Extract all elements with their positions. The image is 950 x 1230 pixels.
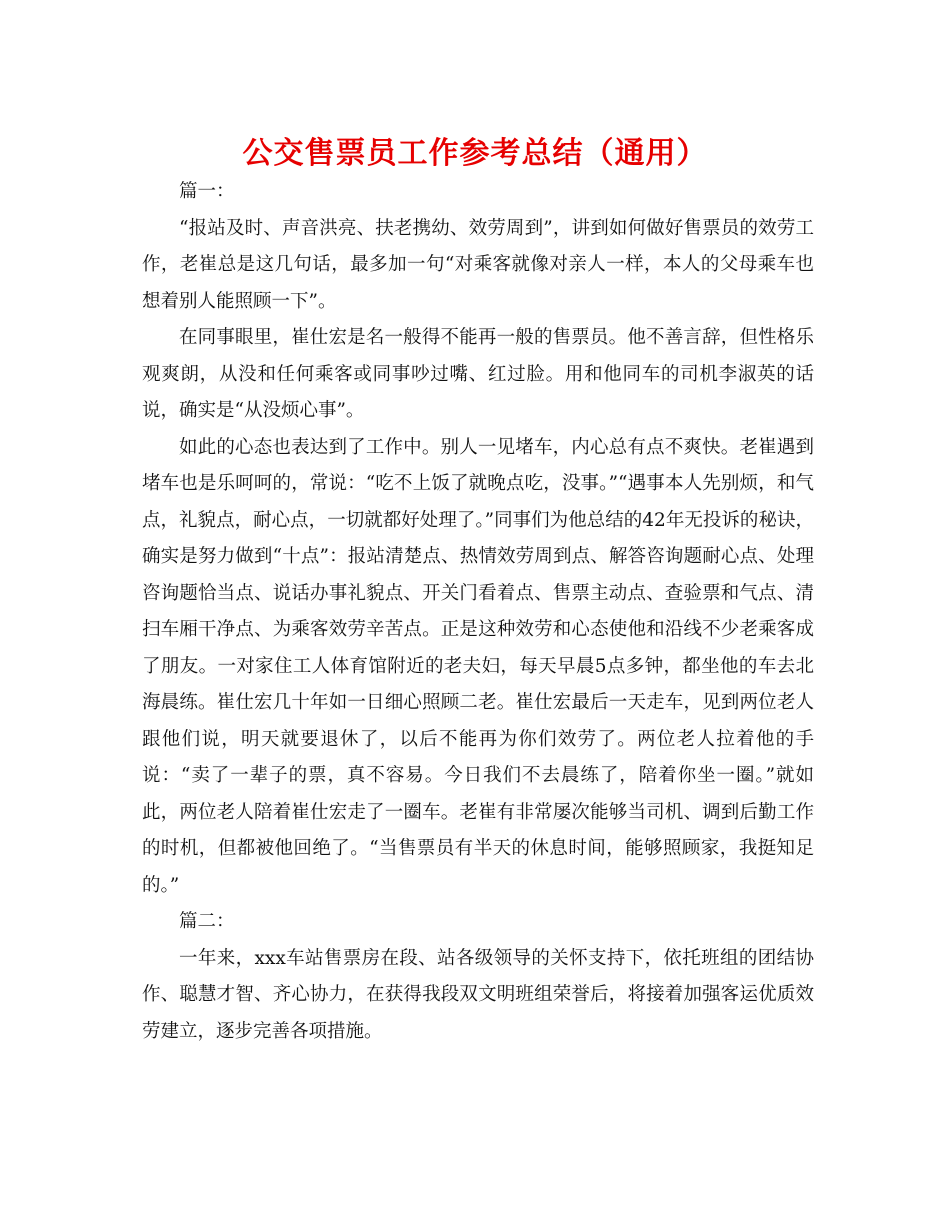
section-heading-1: 篇一： <box>179 181 235 202</box>
paragraph: 如此的心态也表达到了工作中。别人一见堵车，内心总有点不爽快。老崔遇到堵车也是乐呵呵的，常说：“吃不上饭了就晚点吃，没事。”“遇事本人先别烦，和气点，礼貌点，耐心点，一切就都好处理了。”同事们为他总结的42年无投诉的秘诀，确实是努力做到“十点”：报站清楚点、热情效劳周到点、解答咨询题耐心点、处理咨询题恰当点、说话办事礼貌点、开关门看着点、售票主动点、查验票和气点、清扫车厢干净点、为乘客效劳辛苦点。正是这种效劳和心态使他和沿线不少老乘客成了朋友。一对家住工人体育馆附近的老夫妇，每天早晨5点多钟，都坐他的车去北海晨练。崔仕宏几十年如一日细心照顾二老。崔仕宏最后一天走车，见到两位老人跟他们说，明天就要退休了，以后不能再为你们效劳了。两位老人拉着他的手说：“卖了一辈子的票，真不容易。今日我们不去晨练了，陪着你坐一圈。”就如此，两位老人陪着崔仕宏走了一圈车。老崔有非常屡次能够当司机、调到后勤工作的时机，但都被他回绝了。“当售票员有半天的休息时间，能够照顾家，我挺知足的。” <box>142 436 814 896</box>
section-heading-2: 篇二： <box>179 911 235 932</box>
paragraph: 在同事眼里，崔仕宏是名一般得不能再一般的售票员。他不善言辞，但性格乐观爽朗，从没和任何乘客或同事吵过嘴、红过脸。用和他同车的司机李淑英的话说，确实是“从没烦心事”。 <box>142 327 814 421</box>
document-title: 公交售票员工作参考总结（通用） <box>242 136 708 171</box>
paragraph: 一年来，xxx车站售票房在段、站各级领导的关怀支持下，依托班组的团结协作、聪慧才智、齐心协力，在获得我段双文明班组荣誉后，将接着加强客运优质效劳建立，逐步完善各项措施。 <box>142 947 814 1042</box>
paragraph: “报站及时、声音洪亮、扶老携幼、效劳周到”，讲到如何做好售票员的效劳工作，老崔总是这几句话，最多加一句“对乘客就像对亲人一样，本人的父母乘车也想着别人能照顾一下”。 <box>142 217 814 312</box>
document-body <box>142 174 814 1050</box>
